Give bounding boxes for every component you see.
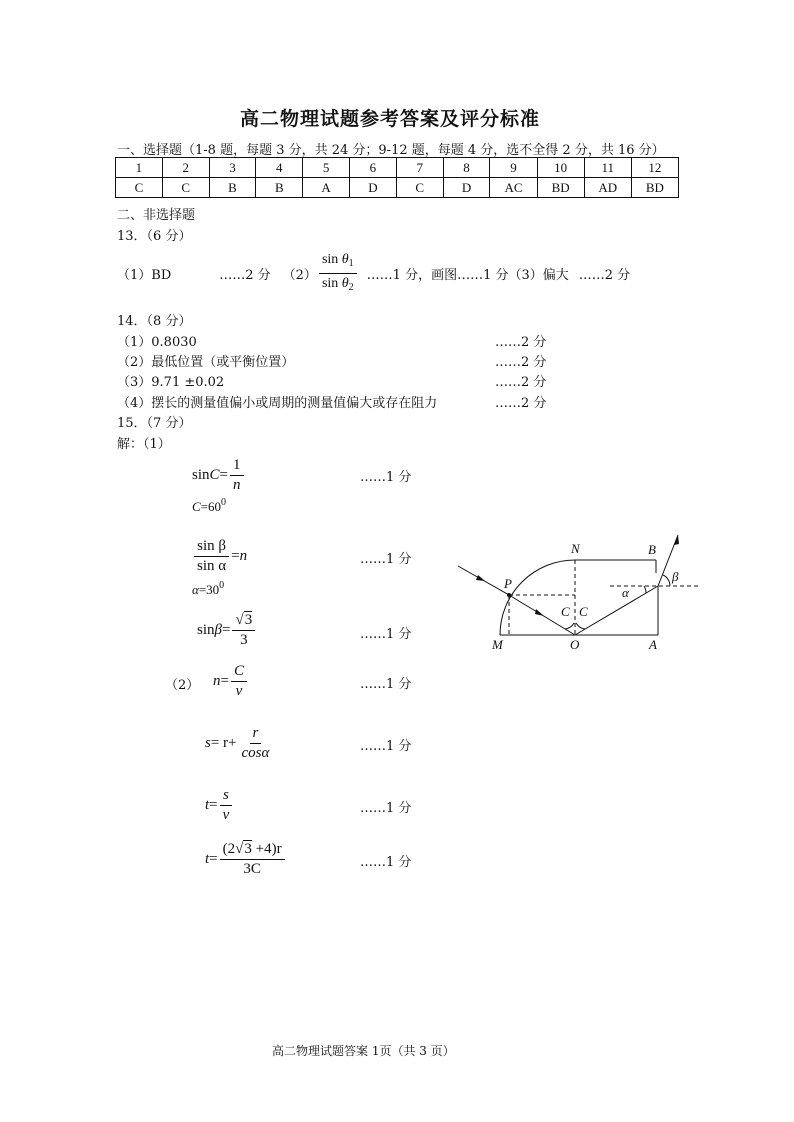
eq-n: n = $\frac{C}{v}$ [213,661,249,701]
section1-heading: 一、选择题（1-8 题，每题 3 分，共 24 分；9-12 题，每题 4 分，选不全得 2 分，共 16 分） [117,143,665,158]
q14-score-1: ……2 分 [495,335,547,350]
question-number: 8 [443,158,490,178]
eq-t-final: t = $\frac{(2√3 +4)r}{3C}$ [205,839,287,879]
answer-cell: AC [490,178,537,198]
question-number: 7 [396,158,443,178]
page-title: 高二物理试题参考答案及评分标准 [240,108,541,130]
label-p: P [504,576,512,591]
section2-heading: 二、非选择题 [117,208,196,223]
answer-cell: BD [537,178,584,198]
label-n: N [571,541,580,556]
page-footer: 高二物理试题答案 1页（共 3 页） [272,1044,455,1058]
q14-heading: 14．（8 分） [117,314,192,329]
eq-c-value: $C=60^0$ [192,497,227,514]
label-alpha: α [622,585,629,600]
q14-score-3: ……2 分 [495,375,547,390]
answer-cell: BD [631,178,678,198]
beta-arc [663,575,670,586]
q14-item-3: （3）9.71 ±0.02 [117,375,225,390]
label-c-left: C [561,604,570,619]
score: ……1 分 [360,739,412,754]
answer-cell: C [396,178,443,198]
table-row [116,158,679,178]
label-beta: β [672,569,679,584]
q13-ratio-fraction: $\frac{\sin \theta_1}{\sin \theta_2}$ [319,251,357,296]
question-number: 2 [162,158,209,178]
answer-cell: C [116,178,163,198]
q15-solution-label: 解：（1） [117,437,171,452]
q13-answer-line [117,253,630,293]
q14-item-2: （2）最低位置（或平衡位置） [117,355,295,370]
eq-s: s = r+ $\frac{r}{\cos\alpha}$ [205,724,270,761]
q13-part1: （1）BD [117,267,172,283]
question-number: 9 [490,158,537,178]
angle-arc-right [576,623,585,629]
question-number: 4 [256,158,303,178]
label-o: O [570,637,580,652]
question-number: 10 [537,158,584,178]
question-number: 11 [584,158,631,178]
label-b: B [648,542,656,557]
optics-diagram [440,525,710,660]
q13-part2-label: （2） [282,267,317,283]
arrow-exit-icon [674,535,679,545]
angle-arc-left [565,623,574,629]
score: ……1 分 [360,470,412,485]
q14-score-2: ……2 分 [495,355,547,370]
choice-answer-table [115,157,679,198]
score: ……1 分 [360,855,412,870]
arrow-refracted-icon [535,609,544,616]
label-c-right: C [579,604,588,619]
label-a: A [649,637,657,652]
answer-cell: C [162,178,209,198]
question-number: 3 [209,158,256,178]
score: ……1 分 [360,552,412,567]
arrow-incident-icon [476,575,485,581]
q14-item-4: （4）摆长的测量值偏小或周期的测量值偏大或存在阻力 [117,396,438,411]
answer-cell: B [209,178,256,198]
q13-score3: ……2 分 [578,267,631,283]
eq-t: t = $\frac{s}{v}$ [205,785,234,825]
answer-cell: D [443,178,490,198]
question-number: 1 [116,158,163,178]
label-m: M [492,637,503,652]
eq-sin-c: sin C = $\frac{1}{n}$ [192,455,246,495]
question-number: 12 [631,158,678,178]
q13-heading: 13．（6 分） [117,229,192,244]
q15-heading: 15．（7 分） [117,416,192,431]
answer-cell: B [256,178,303,198]
question-number: 6 [350,158,397,178]
score: ……1 分 [360,627,412,642]
eq-snell: $\frac{\text{sin β}}{\text{sin α}}$ = n [192,536,247,576]
q15-part2-label: （2） [165,678,200,693]
answer-cell: A [303,178,350,198]
question-number: 5 [303,158,350,178]
q13-score1: ……2 分 [219,267,271,283]
q14-item-1: （1）0.8030 [117,335,197,350]
answer-cell: D [350,178,397,198]
eq-alpha-value: $\alpha=30^0$ [192,580,225,597]
point-p-icon [507,593,511,597]
alpha-arc [644,586,646,593]
q14-score-4: ……2 分 [495,396,547,411]
score: ……1 分 [360,801,412,816]
q13-score2: ……1 分 [366,267,419,283]
eq-sin-beta: sin β = $\frac{√3}{3}$ [197,610,257,650]
answer-cell: AD [584,178,631,198]
table-row [116,178,679,198]
q13-part2-tail: ，画图……1 分（3）偏大 [418,267,569,283]
arc-mn [500,560,575,635]
score: ……1 分 [360,677,412,692]
